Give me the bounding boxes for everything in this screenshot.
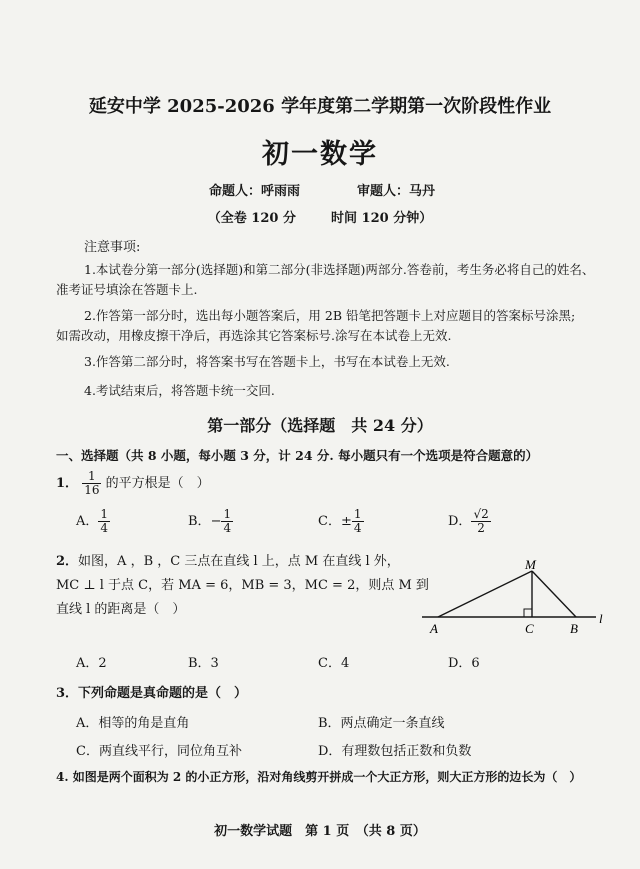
label-l: l bbox=[599, 611, 603, 626]
note-2-line-2: 如需改动，用橡皮擦干净后，再选涂其它答案标号.涂写在本试卷上无效. bbox=[56, 328, 452, 343]
q1-option-a: A． $\frac{1}{4}$ bbox=[76, 507, 109, 535]
question-4-stem: 4. 如图是两个面积为 2 的小正方形，沿对角线剪开拼成一个大正方形，则大正方形的边长为（ ） bbox=[56, 770, 582, 784]
q1-option-c: C．± $\frac{1}{4}$ bbox=[318, 507, 362, 535]
question-2-line-2: MC ⊥ l 于点 C，若 MA = 6，MB = 3，MC = 2，则点 M 到 bbox=[56, 578, 429, 593]
segment-ma bbox=[438, 571, 532, 617]
section-1-intro: 一、选择题（共 8 小题，每小题 3 分，计 24 分. 每小题只有一个选项是符合题意的） bbox=[56, 448, 539, 463]
q3-option-c: C．两直线平行，同位角互补 bbox=[76, 744, 242, 759]
school-title: 延安中学 2025-2026 学年度第二学期第一次阶段性作业 bbox=[88, 96, 552, 117]
right-angle-mark bbox=[524, 609, 532, 617]
time-limit: 时间 120 分钟） bbox=[331, 211, 433, 226]
question-1-number: 1． bbox=[56, 476, 79, 491]
q2-option-b: B．3 bbox=[188, 656, 219, 671]
label-m: M bbox=[525, 557, 536, 572]
score-total: （全卷 120 分 bbox=[207, 211, 296, 226]
author: 命题人：呼雨雨 bbox=[209, 184, 301, 199]
reviewer: 审题人：马丹 bbox=[357, 184, 436, 199]
label-a: A bbox=[430, 621, 438, 636]
page-footer: 初一数学试题 第 1 页 （共 8 页） bbox=[214, 824, 426, 839]
question-2-figure bbox=[418, 556, 618, 638]
q2-option-c: C．4 bbox=[318, 656, 350, 671]
q3-option-b: B．两点确定一条直线 bbox=[318, 716, 445, 731]
question-2-line-3: 直线 l 的距离是（ ） bbox=[56, 602, 186, 617]
question-2-line-1: 2．如图，A ，B ，C 三点在直线 l 上，点 M 在直线 l 外， bbox=[56, 554, 400, 569]
label-c: C bbox=[525, 621, 534, 636]
segment-mb bbox=[532, 571, 576, 617]
exam-meta bbox=[0, 207, 640, 226]
q2-option-a: A．2 bbox=[76, 656, 107, 671]
note-2-line-1: 2.作答第一部分时，选出每小题答案后，用 2B 铅笔把答题卡上对应题目的答案标号涂黑; bbox=[84, 308, 576, 323]
question-1-fraction: $\frac{1}{16}$ bbox=[84, 469, 100, 497]
q2-option-d: D．6 bbox=[448, 656, 480, 671]
q3-option-d: D．有理数包括正数和负数 bbox=[318, 744, 472, 759]
section-1-title: 第一部分（选择题 共 24 分） bbox=[207, 416, 433, 435]
q3-option-a: A．相等的角是直角 bbox=[76, 716, 190, 731]
question-1 bbox=[56, 470, 210, 497]
note-3: 3.作答第二部分时，将答案书写在答题卡上，书写在本试卷上无效. bbox=[84, 354, 450, 369]
subject-title: 初一数学 bbox=[262, 139, 378, 170]
q1-option-b: B．− $\frac{1}{4}$ bbox=[188, 507, 232, 535]
question-3-stem: 3．下列命题是真命题的是（ ） bbox=[56, 686, 248, 701]
label-b: B bbox=[570, 621, 578, 636]
note-1-line-1: 1.本试卷分第一部分(选择题)和第二部分(非选择题)两部分.答卷前，考生务必将自己的姓名、 bbox=[84, 262, 595, 277]
note-4: 4.考试结束后，将答题卡统一交回. bbox=[84, 383, 275, 398]
q1-option-d: D． $\frac{√2}{2}$ bbox=[448, 507, 489, 535]
question-1-stem: 的平方根是（ ） bbox=[105, 476, 210, 491]
notes-heading: 注意事项: bbox=[84, 240, 141, 255]
note-1-line-2: 准考证号填涂在答题卡上. bbox=[56, 282, 198, 297]
